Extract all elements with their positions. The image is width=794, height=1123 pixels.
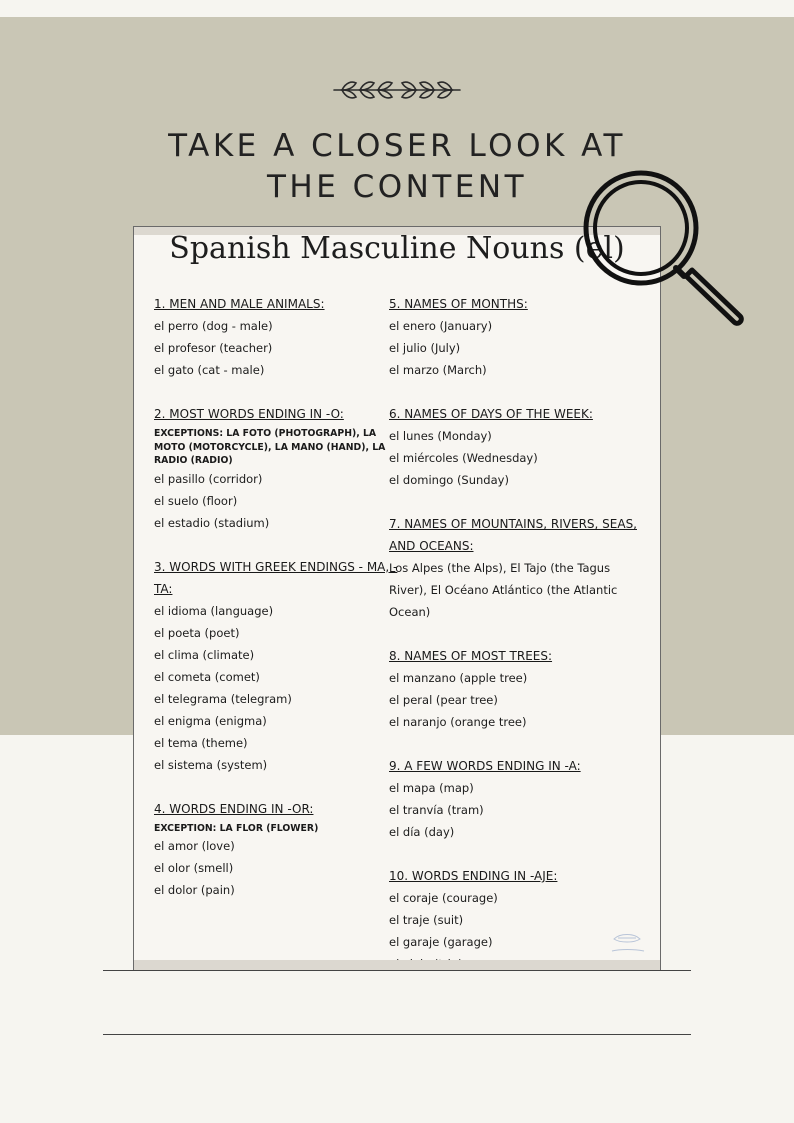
list-item: el marzo (March) [389,363,487,377]
list-item: el suelo (floor) [154,493,238,508]
list-item: el julio (July) [389,341,461,355]
list-item: el mapa (map) [389,781,474,795]
sheet-title: Spanish Masculine Nouns (el) [169,231,625,266]
list-item: el perro (dog - male) [154,319,273,333]
section-heading: 7. NAMES OF MOUNTAINS, RIVERS, SEAS, AND OCEANS: [389,517,637,553]
list-item: el día (day) [389,825,455,839]
list-item: el lunes (Monday) [389,429,492,443]
right-column [389,293,651,997]
section-3 [154,556,399,776]
list-item: el enigma (enigma) [154,713,267,728]
left-column [154,293,399,923]
list-item: el gato (cat - male) [154,363,265,377]
exception-note: EXCEPTION: LA FLOR (FLOWER) [154,822,319,834]
section-2 [154,403,399,534]
list-item: el sistema (system) [154,757,268,772]
list-item: el tema (theme) [154,735,248,750]
section-heading: 10. WORDS ENDING IN -AJE: [389,869,558,883]
divider-line [103,1034,691,1035]
sprig-icon [330,76,464,104]
sheet-bottom-bar [134,960,660,970]
section-9 [389,755,651,843]
list-item: el coraje (courage) [389,891,498,905]
list-item: el idioma (language) [154,603,274,618]
section-heading: 2. MOST WORDS ENDING IN -O: [154,407,344,421]
list-item: el estadio (stadium) [154,515,270,530]
list-item: el manzano (apple tree) [389,671,528,685]
list-item: el miércoles (Wednesday) [389,451,538,465]
section-8 [389,645,651,733]
list-item: el profesor (teacher) [154,341,273,355]
section-heading: 8. NAMES OF MOST TREES: [389,649,553,663]
section-heading: 4. WORDS ENDING IN -OR: [154,801,314,816]
list-item: el peral (pear tree) [389,693,498,707]
headline-line-2: THE CONTENT [266,169,528,205]
top-strip [0,0,794,17]
section-heading: 5. NAMES OF MONTHS: [389,297,528,311]
section-heading: 3. WORDS WITH GREEK ENDINGS - MA, -TA: [154,559,398,596]
list-item: el telegrama (telegram) [154,691,292,706]
section-6 [389,403,651,491]
list-item: Los Alpes (the Alps), El Tajo (the Tagus River), El Océano Atlántico (the Atlantic Ocean) [389,561,618,619]
list-item: el tranvía (tram) [389,803,484,817]
list-item: el garaje (garage) [389,935,493,949]
list-item: el amor (love) [154,839,235,853]
list-item: el domingo (Sunday) [389,473,509,487]
list-item: el enero (January) [389,319,493,333]
exception-note: EXCEPTIONS: LA FOTO (PHOTOGRAPH), LA MOTO (MOTORCYCLE), LA MANO (HAND), LA RADIO (RADIO) [154,428,386,466]
section-heading: 6. NAMES OF DAYS OF THE WEEK: [389,407,593,421]
list-item: el clima (climate) [154,647,255,662]
list-item: el dolor (pain) [154,883,235,897]
section-heading: 1. MEN AND MALE ANIMALS: [154,297,325,311]
headline-line-1: TAKE A CLOSER LOOK AT [168,128,626,164]
list-item: el poeta (poet) [154,625,240,640]
list-item: el pasillo (corridor) [154,471,263,486]
list-item: el naranjo (orange tree) [389,715,527,729]
divider-line [103,970,691,971]
section-4 [154,798,399,902]
list-item: el traje (suit) [389,913,464,927]
list-item: el olor (smell) [154,861,234,875]
section-heading: 9. A FEW WORDS ENDING IN -A: [389,759,581,773]
list-item: el cometa (comet) [154,669,260,684]
watermark-icon [604,927,650,959]
section-7 [389,513,651,623]
magnifier-icon [578,164,748,334]
worksheet-preview [133,226,661,971]
section-1 [154,293,399,381]
